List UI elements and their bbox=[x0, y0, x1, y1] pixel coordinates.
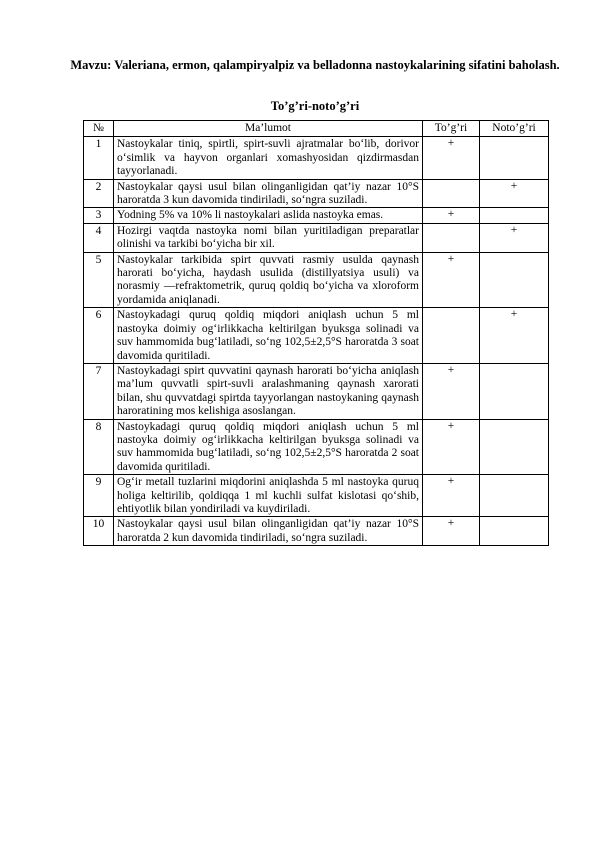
incorrect-mark bbox=[480, 137, 549, 179]
document-subtitle: To’g’ri-noto’g’ri bbox=[270, 99, 360, 113]
correct-mark bbox=[423, 179, 480, 208]
table-header-row bbox=[84, 121, 549, 137]
incorrect-mark bbox=[480, 517, 549, 546]
correct-mark bbox=[423, 308, 480, 364]
row-statement: Nastoykalar tiniq, spirtli, spirt-suvli ajratmalar bo‘lib, dorivor o‘simlik va hayvon organlari xomashyosidan qizdirmasdan tayyorlanadi. bbox=[114, 137, 423, 179]
row-statement: Nastoykadagi quruq qoldiq miqdori aniqlash uchun 5 ml nastoyka doimiy og‘irlikkacha keltirilgan byuksga solinadi va suv hammomida bug‘latiladi, so‘ng 102,5±2,5°S haroratda 2 soat davomida quritiladi. bbox=[114, 419, 423, 475]
row-statement: Nastoykadagi quruq qoldiq miqdori aniqlash uchun 5 ml nastoyka doimiy og‘irlikkacha keltirilgan byuksga solinadi va suv hammomida bug‘latiladi, so‘ng 102,5±2,5°S haroratda 3 soat davomida quritiladi. bbox=[114, 308, 423, 364]
table-row bbox=[84, 179, 549, 208]
correct-mark bbox=[423, 223, 480, 252]
table-row bbox=[84, 475, 549, 517]
incorrect-mark: + bbox=[480, 308, 549, 364]
row-statement: Og‘ir metall tuzlarini miqdorini aniqlashda 5 ml nastoyka quruq holiga keltirilib, qoldiqqa 1 ml kuchli sulfat kislotasi qo‘shib, ehtiyotlik bilan yondiriladi va kuydiriladi. bbox=[114, 475, 423, 517]
correct-mark: + bbox=[423, 475, 480, 517]
table-row bbox=[84, 252, 549, 308]
correct-mark: + bbox=[423, 517, 480, 546]
header-incorrect: Noto’g’ri bbox=[480, 121, 549, 137]
row-statement: Yodning 5% va 10% li nastoykalari aslida nastoyka emas. bbox=[114, 208, 423, 223]
row-statement: Hozirgi vaqtda nastoyka nomi bilan yuritiladigan preparatlar olinishi va tarkibi bo‘yicha bir xil. bbox=[114, 223, 423, 252]
header-number: № bbox=[84, 121, 114, 137]
incorrect-mark bbox=[480, 475, 549, 517]
row-statement: Nastoykadagi spirt quvvatini qaynash harorati bo‘yicha aniqlash ma’lum quvvatli spirt-suvli aralashmaning qaynash xarorati bilan, shu quvvatdagi spirtda tayyorlangan nastoykaning qaynash haroratining mos kelishiga asoslangan. bbox=[114, 363, 423, 419]
row-number: 5 bbox=[84, 252, 114, 308]
table-row bbox=[84, 517, 549, 546]
correct-mark: + bbox=[423, 208, 480, 223]
correct-mark: + bbox=[423, 363, 480, 419]
incorrect-mark bbox=[480, 208, 549, 223]
quiz-table bbox=[83, 120, 549, 546]
row-number: 9 bbox=[84, 475, 114, 517]
row-number: 4 bbox=[84, 223, 114, 252]
table-row bbox=[84, 208, 549, 223]
table-row bbox=[84, 363, 549, 419]
table-row bbox=[84, 137, 549, 179]
header-correct: To’g’ri bbox=[423, 121, 480, 137]
row-number: 2 bbox=[84, 179, 114, 208]
correct-mark: + bbox=[423, 137, 480, 179]
header-information: Ma’lumot bbox=[114, 121, 423, 137]
incorrect-mark: + bbox=[480, 223, 549, 252]
row-number: 1 bbox=[84, 137, 114, 179]
row-number: 6 bbox=[84, 308, 114, 364]
row-number: 8 bbox=[84, 419, 114, 475]
incorrect-mark bbox=[480, 252, 549, 308]
row-statement: Nastoykalar tarkibida spirt quvvati rasmiy usulda qaynash harorati bo‘yicha, haydash usulida (distillyatsiya usuli) va norasmiy —refraktometrik, quruq qoldiq bo‘yicha va xloroform yordamida aniqlanadi. bbox=[114, 252, 423, 308]
table-row bbox=[84, 419, 549, 475]
row-statement: Nastoykalar qaysi usul bilan olinganligidan qat’iy nazar 10°S haroratda 2 kun davomida tindiriladi, so‘ngra suziladi. bbox=[114, 517, 423, 546]
row-number: 10 bbox=[84, 517, 114, 546]
correct-mark: + bbox=[423, 252, 480, 308]
row-statement: Nastoykalar qaysi usul bilan olinganligidan qat’iy nazar 10°S haroratda 3 kun davomida tindiriladi, so‘ngra suziladi. bbox=[114, 179, 423, 208]
row-number: 7 bbox=[84, 363, 114, 419]
document-title: Mavzu: Valeriana, ermon, qalampiryalpiz va belladonna nastoykalarining sifatini baholash. bbox=[70, 58, 560, 72]
row-number: 3 bbox=[84, 208, 114, 223]
correct-mark: + bbox=[423, 419, 480, 475]
table-row bbox=[84, 308, 549, 364]
incorrect-mark bbox=[480, 419, 549, 475]
incorrect-mark bbox=[480, 363, 549, 419]
incorrect-mark: + bbox=[480, 179, 549, 208]
table-row bbox=[84, 223, 549, 252]
